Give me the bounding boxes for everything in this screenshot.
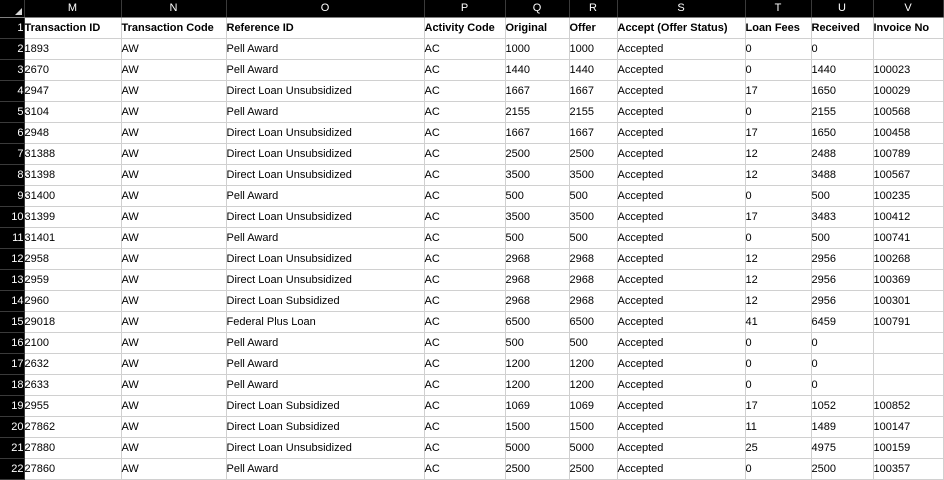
cell-M17[interactable]: 2632 bbox=[24, 354, 121, 375]
cell-U10[interactable]: 3483 bbox=[811, 207, 873, 228]
cell-U8[interactable]: 3488 bbox=[811, 165, 873, 186]
row-header-7[interactable]: 7 bbox=[0, 144, 24, 165]
cell-M13[interactable]: 2959 bbox=[24, 270, 121, 291]
cell-Q5[interactable]: 2155 bbox=[505, 102, 569, 123]
row-header-13[interactable]: 13 bbox=[0, 270, 24, 291]
table-row[interactable] bbox=[0, 459, 943, 480]
cell-T22[interactable]: 0 bbox=[745, 459, 811, 480]
cell-U17[interactable]: 0 bbox=[811, 354, 873, 375]
row-header-19[interactable]: 19 bbox=[0, 396, 24, 417]
cell-T21[interactable]: 25 bbox=[745, 438, 811, 459]
cell-U22[interactable]: 2500 bbox=[811, 459, 873, 480]
cell-M21[interactable]: 27880 bbox=[24, 438, 121, 459]
cell-P12[interactable]: AC bbox=[424, 249, 505, 270]
cell-V22[interactable]: 100357 bbox=[873, 459, 943, 480]
row-header-4[interactable]: 4 bbox=[0, 81, 24, 102]
column-header-V[interactable]: V bbox=[873, 0, 943, 18]
table-row[interactable] bbox=[0, 270, 943, 291]
cell-M12[interactable]: 2958 bbox=[24, 249, 121, 270]
cell-U9[interactable]: 500 bbox=[811, 186, 873, 207]
cell-Q7[interactable]: 2500 bbox=[505, 144, 569, 165]
table-row[interactable] bbox=[0, 123, 943, 144]
cell-M2[interactable]: 1893 bbox=[24, 39, 121, 60]
cell-O10[interactable]: Direct Loan Unsubsidized bbox=[226, 207, 424, 228]
cell-M9[interactable]: 31400 bbox=[24, 186, 121, 207]
cell-M18[interactable]: 2633 bbox=[24, 375, 121, 396]
cell-S5[interactable]: Accepted bbox=[617, 102, 745, 123]
cell-P5[interactable]: AC bbox=[424, 102, 505, 123]
table-row[interactable] bbox=[0, 18, 943, 39]
cell-M3[interactable]: 2670 bbox=[24, 60, 121, 81]
cell-R3[interactable]: 1440 bbox=[569, 60, 617, 81]
cell-U1[interactable]: Received bbox=[811, 18, 873, 39]
cell-P19[interactable]: AC bbox=[424, 396, 505, 417]
cell-P14[interactable]: AC bbox=[424, 291, 505, 312]
cell-T10[interactable]: 17 bbox=[745, 207, 811, 228]
cell-S18[interactable]: Accepted bbox=[617, 375, 745, 396]
cell-M7[interactable]: 31388 bbox=[24, 144, 121, 165]
row-header-6[interactable]: 6 bbox=[0, 123, 24, 144]
cell-Q21[interactable]: 5000 bbox=[505, 438, 569, 459]
row-header-14[interactable]: 14 bbox=[0, 291, 24, 312]
cell-U15[interactable]: 6459 bbox=[811, 312, 873, 333]
cell-O15[interactable]: Federal Plus Loan bbox=[226, 312, 424, 333]
cell-P7[interactable]: AC bbox=[424, 144, 505, 165]
cell-O1[interactable]: Reference ID bbox=[226, 18, 424, 39]
cell-O14[interactable]: Direct Loan Subsidized bbox=[226, 291, 424, 312]
cell-P11[interactable]: AC bbox=[424, 228, 505, 249]
cell-R2[interactable]: 1000 bbox=[569, 39, 617, 60]
cell-O2[interactable]: Pell Award bbox=[226, 39, 424, 60]
cell-R19[interactable]: 1069 bbox=[569, 396, 617, 417]
cell-O22[interactable]: Pell Award bbox=[226, 459, 424, 480]
cell-S14[interactable]: Accepted bbox=[617, 291, 745, 312]
cell-U5[interactable]: 2155 bbox=[811, 102, 873, 123]
cell-Q22[interactable]: 2500 bbox=[505, 459, 569, 480]
row-header-20[interactable]: 20 bbox=[0, 417, 24, 438]
table-row[interactable] bbox=[0, 354, 943, 375]
cell-P22[interactable]: AC bbox=[424, 459, 505, 480]
cell-T2[interactable]: 0 bbox=[745, 39, 811, 60]
column-header-M[interactable]: M bbox=[24, 0, 121, 18]
row-header-1[interactable]: 1 bbox=[0, 18, 24, 39]
cell-T16[interactable]: 0 bbox=[745, 333, 811, 354]
cell-P10[interactable]: AC bbox=[424, 207, 505, 228]
cell-S4[interactable]: Accepted bbox=[617, 81, 745, 102]
column-header-R[interactable]: R bbox=[569, 0, 617, 18]
cell-Q14[interactable]: 2968 bbox=[505, 291, 569, 312]
cell-U13[interactable]: 2956 bbox=[811, 270, 873, 291]
cell-V20[interactable]: 100147 bbox=[873, 417, 943, 438]
cell-P15[interactable]: AC bbox=[424, 312, 505, 333]
cell-O16[interactable]: Pell Award bbox=[226, 333, 424, 354]
cell-S9[interactable]: Accepted bbox=[617, 186, 745, 207]
row-header-10[interactable]: 10 bbox=[0, 207, 24, 228]
cell-U6[interactable]: 1650 bbox=[811, 123, 873, 144]
column-header-O[interactable]: O bbox=[226, 0, 424, 18]
cell-O20[interactable]: Direct Loan Subsidized bbox=[226, 417, 424, 438]
cell-U18[interactable]: 0 bbox=[811, 375, 873, 396]
cell-T4[interactable]: 17 bbox=[745, 81, 811, 102]
cell-M20[interactable]: 27862 bbox=[24, 417, 121, 438]
cell-O5[interactable]: Pell Award bbox=[226, 102, 424, 123]
cell-U4[interactable]: 1650 bbox=[811, 81, 873, 102]
cell-U12[interactable]: 2956 bbox=[811, 249, 873, 270]
cell-T11[interactable]: 0 bbox=[745, 228, 811, 249]
cell-T12[interactable]: 12 bbox=[745, 249, 811, 270]
cell-M11[interactable]: 31401 bbox=[24, 228, 121, 249]
cell-U20[interactable]: 1489 bbox=[811, 417, 873, 438]
cell-T14[interactable]: 12 bbox=[745, 291, 811, 312]
cell-S12[interactable]: Accepted bbox=[617, 249, 745, 270]
cell-T3[interactable]: 0 bbox=[745, 60, 811, 81]
table-row[interactable] bbox=[0, 81, 943, 102]
column-header-Q[interactable]: Q bbox=[505, 0, 569, 18]
table-row[interactable] bbox=[0, 291, 943, 312]
cell-R22[interactable]: 2500 bbox=[569, 459, 617, 480]
table-row[interactable] bbox=[0, 333, 943, 354]
cell-Q4[interactable]: 1667 bbox=[505, 81, 569, 102]
row-header-5[interactable]: 5 bbox=[0, 102, 24, 123]
cell-R21[interactable]: 5000 bbox=[569, 438, 617, 459]
cell-S19[interactable]: Accepted bbox=[617, 396, 745, 417]
cell-S17[interactable]: Accepted bbox=[617, 354, 745, 375]
cell-N6[interactable]: AW bbox=[121, 123, 226, 144]
column-header-N[interactable]: N bbox=[121, 0, 226, 18]
cell-N19[interactable]: AW bbox=[121, 396, 226, 417]
cell-R4[interactable]: 1667 bbox=[569, 81, 617, 102]
cell-R16[interactable]: 500 bbox=[569, 333, 617, 354]
cell-V8[interactable]: 100567 bbox=[873, 165, 943, 186]
cell-O12[interactable]: Direct Loan Unsubsidized bbox=[226, 249, 424, 270]
cell-M10[interactable]: 31399 bbox=[24, 207, 121, 228]
cell-P18[interactable]: AC bbox=[424, 375, 505, 396]
cell-S22[interactable]: Accepted bbox=[617, 459, 745, 480]
cell-Q10[interactable]: 3500 bbox=[505, 207, 569, 228]
cell-R12[interactable]: 2968 bbox=[569, 249, 617, 270]
row-header-2[interactable]: 2 bbox=[0, 39, 24, 60]
cell-R18[interactable]: 1200 bbox=[569, 375, 617, 396]
row-header-11[interactable]: 11 bbox=[0, 228, 24, 249]
cell-T7[interactable]: 12 bbox=[745, 144, 811, 165]
cell-S1[interactable]: Accept (Offer Status) bbox=[617, 18, 745, 39]
cell-Q12[interactable]: 2968 bbox=[505, 249, 569, 270]
cell-N2[interactable]: AW bbox=[121, 39, 226, 60]
cell-O9[interactable]: Pell Award bbox=[226, 186, 424, 207]
table-row[interactable] bbox=[0, 417, 943, 438]
cell-N11[interactable]: AW bbox=[121, 228, 226, 249]
cell-S8[interactable]: Accepted bbox=[617, 165, 745, 186]
row-header-21[interactable]: 21 bbox=[0, 438, 24, 459]
row-header-15[interactable]: 15 bbox=[0, 312, 24, 333]
cell-R9[interactable]: 500 bbox=[569, 186, 617, 207]
cell-N13[interactable]: AW bbox=[121, 270, 226, 291]
cell-O19[interactable]: Direct Loan Subsidized bbox=[226, 396, 424, 417]
table-row[interactable] bbox=[0, 60, 943, 81]
cell-Q16[interactable]: 500 bbox=[505, 333, 569, 354]
table-row[interactable] bbox=[0, 144, 943, 165]
cell-V16[interactable] bbox=[873, 333, 943, 354]
cell-S16[interactable]: Accepted bbox=[617, 333, 745, 354]
row-header-9[interactable]: 9 bbox=[0, 186, 24, 207]
cell-T15[interactable]: 41 bbox=[745, 312, 811, 333]
cell-Q18[interactable]: 1200 bbox=[505, 375, 569, 396]
cell-V19[interactable]: 100852 bbox=[873, 396, 943, 417]
cell-Q9[interactable]: 500 bbox=[505, 186, 569, 207]
cell-Q8[interactable]: 3500 bbox=[505, 165, 569, 186]
cell-R17[interactable]: 1200 bbox=[569, 354, 617, 375]
cell-O4[interactable]: Direct Loan Unsubsidized bbox=[226, 81, 424, 102]
cell-V18[interactable] bbox=[873, 375, 943, 396]
cell-M19[interactable]: 2955 bbox=[24, 396, 121, 417]
cell-N22[interactable]: AW bbox=[121, 459, 226, 480]
cell-V7[interactable]: 100789 bbox=[873, 144, 943, 165]
cell-N5[interactable]: AW bbox=[121, 102, 226, 123]
cell-R13[interactable]: 2968 bbox=[569, 270, 617, 291]
cell-O7[interactable]: Direct Loan Unsubsidized bbox=[226, 144, 424, 165]
cell-P13[interactable]: AC bbox=[424, 270, 505, 291]
cell-M14[interactable]: 2960 bbox=[24, 291, 121, 312]
cell-Q17[interactable]: 1200 bbox=[505, 354, 569, 375]
cell-N7[interactable]: AW bbox=[121, 144, 226, 165]
cell-U11[interactable]: 500 bbox=[811, 228, 873, 249]
cell-N9[interactable]: AW bbox=[121, 186, 226, 207]
cell-U19[interactable]: 1052 bbox=[811, 396, 873, 417]
cell-T17[interactable]: 0 bbox=[745, 354, 811, 375]
cell-S7[interactable]: Accepted bbox=[617, 144, 745, 165]
cell-N18[interactable]: AW bbox=[121, 375, 226, 396]
cell-V3[interactable]: 100023 bbox=[873, 60, 943, 81]
cell-T19[interactable]: 17 bbox=[745, 396, 811, 417]
cell-O21[interactable]: Direct Loan Unsubsidized bbox=[226, 438, 424, 459]
cell-O17[interactable]: Pell Award bbox=[226, 354, 424, 375]
cell-P21[interactable]: AC bbox=[424, 438, 505, 459]
cell-N10[interactable]: AW bbox=[121, 207, 226, 228]
cell-R10[interactable]: 3500 bbox=[569, 207, 617, 228]
cell-P17[interactable]: AC bbox=[424, 354, 505, 375]
table-row[interactable] bbox=[0, 438, 943, 459]
cell-U7[interactable]: 2488 bbox=[811, 144, 873, 165]
cell-M4[interactable]: 2947 bbox=[24, 81, 121, 102]
cell-R20[interactable]: 1500 bbox=[569, 417, 617, 438]
table-row[interactable] bbox=[0, 396, 943, 417]
cell-P2[interactable]: AC bbox=[424, 39, 505, 60]
cell-V21[interactable]: 100159 bbox=[873, 438, 943, 459]
cell-P8[interactable]: AC bbox=[424, 165, 505, 186]
cell-S13[interactable]: Accepted bbox=[617, 270, 745, 291]
table-row[interactable] bbox=[0, 102, 943, 123]
cell-P3[interactable]: AC bbox=[424, 60, 505, 81]
cell-S11[interactable]: Accepted bbox=[617, 228, 745, 249]
cell-N12[interactable]: AW bbox=[121, 249, 226, 270]
cell-V10[interactable]: 100412 bbox=[873, 207, 943, 228]
cell-Q15[interactable]: 6500 bbox=[505, 312, 569, 333]
cell-V11[interactable]: 100741 bbox=[873, 228, 943, 249]
cell-Q13[interactable]: 2968 bbox=[505, 270, 569, 291]
cell-O6[interactable]: Direct Loan Unsubsidized bbox=[226, 123, 424, 144]
cell-R14[interactable]: 2968 bbox=[569, 291, 617, 312]
table-row[interactable] bbox=[0, 165, 943, 186]
cell-U3[interactable]: 1440 bbox=[811, 60, 873, 81]
cell-U14[interactable]: 2956 bbox=[811, 291, 873, 312]
table-row[interactable] bbox=[0, 186, 943, 207]
cell-Q20[interactable]: 1500 bbox=[505, 417, 569, 438]
cell-M1[interactable]: Transaction ID bbox=[24, 18, 121, 39]
row-header-12[interactable]: 12 bbox=[0, 249, 24, 270]
cell-T18[interactable]: 0 bbox=[745, 375, 811, 396]
cell-R5[interactable]: 2155 bbox=[569, 102, 617, 123]
cell-R11[interactable]: 500 bbox=[569, 228, 617, 249]
table-row[interactable] bbox=[0, 249, 943, 270]
cell-S20[interactable]: Accepted bbox=[617, 417, 745, 438]
cell-S15[interactable]: Accepted bbox=[617, 312, 745, 333]
table-row[interactable] bbox=[0, 39, 943, 60]
cell-P1[interactable]: Activity Code bbox=[424, 18, 505, 39]
cell-T13[interactable]: 12 bbox=[745, 270, 811, 291]
row-header-3[interactable]: 3 bbox=[0, 60, 24, 81]
cell-O18[interactable]: Pell Award bbox=[226, 375, 424, 396]
cell-N1[interactable]: Transaction Code bbox=[121, 18, 226, 39]
cell-N3[interactable]: AW bbox=[121, 60, 226, 81]
cell-Q3[interactable]: 1440 bbox=[505, 60, 569, 81]
cell-O13[interactable]: Direct Loan Unsubsidized bbox=[226, 270, 424, 291]
cell-V9[interactable]: 100235 bbox=[873, 186, 943, 207]
cell-Q19[interactable]: 1069 bbox=[505, 396, 569, 417]
cell-T6[interactable]: 17 bbox=[745, 123, 811, 144]
cell-V1[interactable]: Invoice No bbox=[873, 18, 943, 39]
column-header-U[interactable]: U bbox=[811, 0, 873, 18]
cell-S21[interactable]: Accepted bbox=[617, 438, 745, 459]
cell-S6[interactable]: Accepted bbox=[617, 123, 745, 144]
cell-M15[interactable]: 29018 bbox=[24, 312, 121, 333]
cell-N4[interactable]: AW bbox=[121, 81, 226, 102]
cell-S2[interactable]: Accepted bbox=[617, 39, 745, 60]
cell-R1[interactable]: Offer bbox=[569, 18, 617, 39]
cell-R8[interactable]: 3500 bbox=[569, 165, 617, 186]
cell-Q11[interactable]: 500 bbox=[505, 228, 569, 249]
cell-O8[interactable]: Direct Loan Unsubsidized bbox=[226, 165, 424, 186]
table-row[interactable] bbox=[0, 312, 943, 333]
cell-N20[interactable]: AW bbox=[121, 417, 226, 438]
cell-N15[interactable]: AW bbox=[121, 312, 226, 333]
cell-P20[interactable]: AC bbox=[424, 417, 505, 438]
row-header-16[interactable]: 16 bbox=[0, 333, 24, 354]
table-body bbox=[0, 18, 943, 480]
cell-T8[interactable]: 12 bbox=[745, 165, 811, 186]
cell-N16[interactable]: AW bbox=[121, 333, 226, 354]
cell-T1[interactable]: Loan Fees bbox=[745, 18, 811, 39]
cell-M8[interactable]: 31398 bbox=[24, 165, 121, 186]
cell-V14[interactable]: 100301 bbox=[873, 291, 943, 312]
cell-V2[interactable] bbox=[873, 39, 943, 60]
cell-V13[interactable]: 100369 bbox=[873, 270, 943, 291]
table-row[interactable] bbox=[0, 207, 943, 228]
cell-N17[interactable]: AW bbox=[121, 354, 226, 375]
cell-U21[interactable]: 4975 bbox=[811, 438, 873, 459]
cell-N21[interactable]: AW bbox=[121, 438, 226, 459]
row-header-22[interactable]: 22 bbox=[0, 459, 24, 480]
cell-T20[interactable]: 11 bbox=[745, 417, 811, 438]
cell-S10[interactable]: Accepted bbox=[617, 207, 745, 228]
cell-Q2[interactable]: 1000 bbox=[505, 39, 569, 60]
cell-N8[interactable]: AW bbox=[121, 165, 226, 186]
cell-P4[interactable]: AC bbox=[424, 81, 505, 102]
column-header-T[interactable]: T bbox=[745, 0, 811, 18]
cell-U2[interactable]: 0 bbox=[811, 39, 873, 60]
column-header-P[interactable]: P bbox=[424, 0, 505, 18]
cell-R6[interactable]: 1667 bbox=[569, 123, 617, 144]
cell-Q6[interactable]: 1667 bbox=[505, 123, 569, 144]
cell-M16[interactable]: 2100 bbox=[24, 333, 121, 354]
cell-M5[interactable]: 3104 bbox=[24, 102, 121, 123]
cell-R15[interactable]: 6500 bbox=[569, 312, 617, 333]
cell-M6[interactable]: 2948 bbox=[24, 123, 121, 144]
cell-M22[interactable]: 27860 bbox=[24, 459, 121, 480]
column-header-row bbox=[0, 0, 943, 18]
cell-V12[interactable]: 100268 bbox=[873, 249, 943, 270]
cell-P16[interactable]: AC bbox=[424, 333, 505, 354]
cell-T5[interactable]: 0 bbox=[745, 102, 811, 123]
cell-O11[interactable]: Pell Award bbox=[226, 228, 424, 249]
column-header-S[interactable]: S bbox=[617, 0, 745, 18]
select-all-corner[interactable] bbox=[0, 0, 24, 18]
row-header-18[interactable]: 18 bbox=[0, 375, 24, 396]
row-header-8[interactable]: 8 bbox=[0, 165, 24, 186]
cell-Q1[interactable]: Original bbox=[505, 18, 569, 39]
cell-O3[interactable]: Pell Award bbox=[226, 60, 424, 81]
cell-T9[interactable]: 0 bbox=[745, 186, 811, 207]
row-header-17[interactable]: 17 bbox=[0, 354, 24, 375]
cell-U16[interactable]: 0 bbox=[811, 333, 873, 354]
cell-P9[interactable]: AC bbox=[424, 186, 505, 207]
cell-V17[interactable] bbox=[873, 354, 943, 375]
cell-S3[interactable]: Accepted bbox=[617, 60, 745, 81]
cell-V4[interactable]: 100029 bbox=[873, 81, 943, 102]
corner-triangle-icon bbox=[15, 8, 22, 15]
cell-N14[interactable]: AW bbox=[121, 291, 226, 312]
cell-R7[interactable]: 2500 bbox=[569, 144, 617, 165]
table-row[interactable] bbox=[0, 375, 943, 396]
table-row[interactable] bbox=[0, 228, 943, 249]
cell-V15[interactable]: 100791 bbox=[873, 312, 943, 333]
cell-V5[interactable]: 100568 bbox=[873, 102, 943, 123]
cell-P6[interactable]: AC bbox=[424, 123, 505, 144]
cell-V6[interactable]: 100458 bbox=[873, 123, 943, 144]
